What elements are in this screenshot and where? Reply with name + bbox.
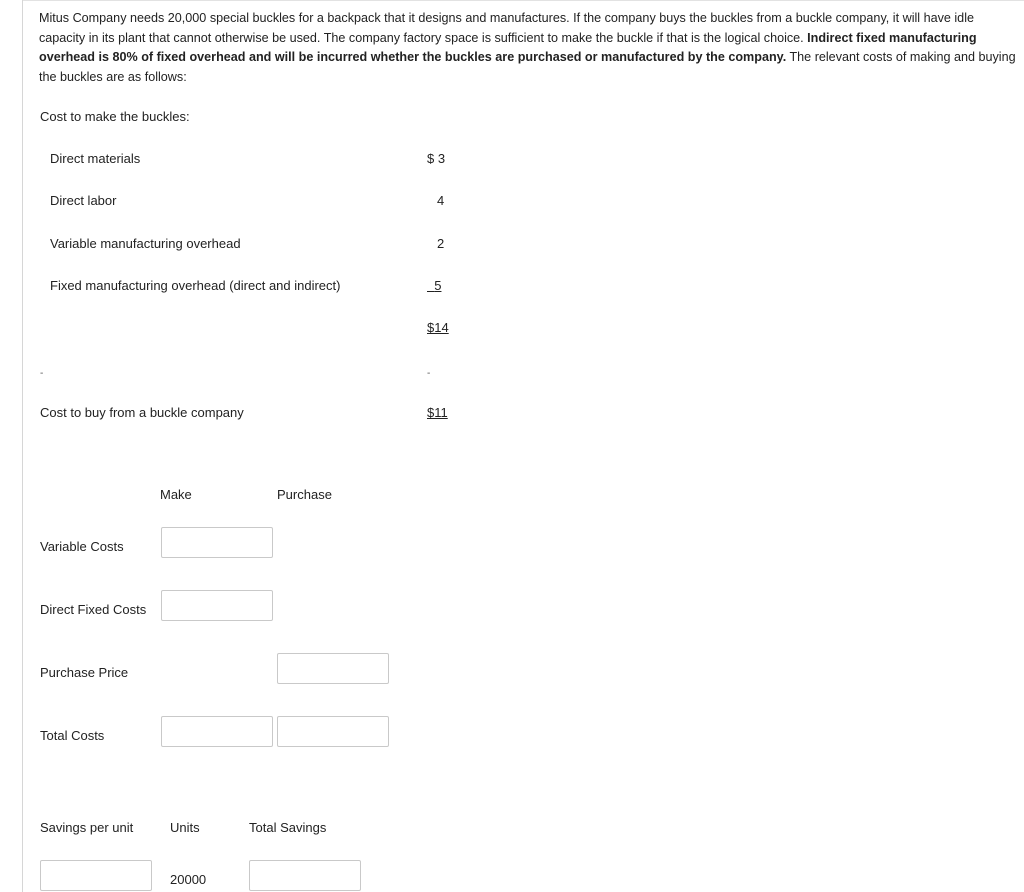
separator-mark-left: - [40,368,44,379]
units-value: 20000 [170,872,207,887]
total-costs-make-input[interactable] [161,716,273,747]
col-header-make: Make [160,487,192,502]
problem-text-bold: Indirect fixed manufacturing overhead is 80% of fixed overhead and will be incurred whether the buckles are purchased or manufactured by the company. [39,30,977,64]
problem-text-part1: Mitus Company needs 20,000 special buckles for a backpack that it designs and manufactures. If the company buys the buckles from a buckle company, it will have idle capacity in its plant that cannot otherwise be used. The company factory space is sufficient to make the buckle if that is the logical choice. [39,11,974,45]
savings-per-unit-label: Savings per unit [40,820,134,835]
row-label-purchase-price: Purchase Price [40,665,129,680]
variable-overhead-value: 2 [437,236,445,251]
total-savings-input[interactable] [249,860,361,891]
total-savings-label: Total Savings [249,820,327,835]
direct-labor-value: 4 [437,193,445,208]
units-label: Units [170,820,200,835]
savings-per-unit-input[interactable] [40,860,152,891]
row-label-direct-fixed-costs: Direct Fixed Costs [40,602,147,617]
cost-buy-value: $11 [427,405,448,420]
problem-statement [39,9,1017,87]
separator-mark-right: - [427,368,431,379]
direct-materials-label: Direct materials [50,151,141,166]
row-label-variable-costs: Variable Costs [40,539,124,554]
fixed-overhead-label: Fixed manufacturing overhead (direct and indirect) [50,278,341,293]
direct-labor-label: Direct labor [50,193,117,208]
total-costs-purchase-input[interactable] [277,716,389,747]
direct-materials-value: $ 3 [427,151,446,166]
cost-make-heading: Cost to make the buckles: [40,109,190,124]
cost-make-total: $14 [427,320,449,335]
purchase-price-purchase-input[interactable] [277,653,389,684]
direct-fixed-costs-make-input[interactable] [161,590,273,621]
top-divider [22,0,1024,1]
left-divider [22,0,23,892]
variable-overhead-label: Variable manufacturing overhead [50,236,241,251]
row-label-total-costs: Total Costs [40,728,105,743]
fixed-overhead-value: 5 [434,278,442,293]
cost-buy-label: Cost to buy from a buckle company [40,405,244,420]
problem-text-part2: The relevant costs of making and buying the buckles are as follows: [39,50,1016,84]
variable-costs-make-input[interactable] [161,527,273,558]
col-header-purchase: Purchase [277,487,332,502]
